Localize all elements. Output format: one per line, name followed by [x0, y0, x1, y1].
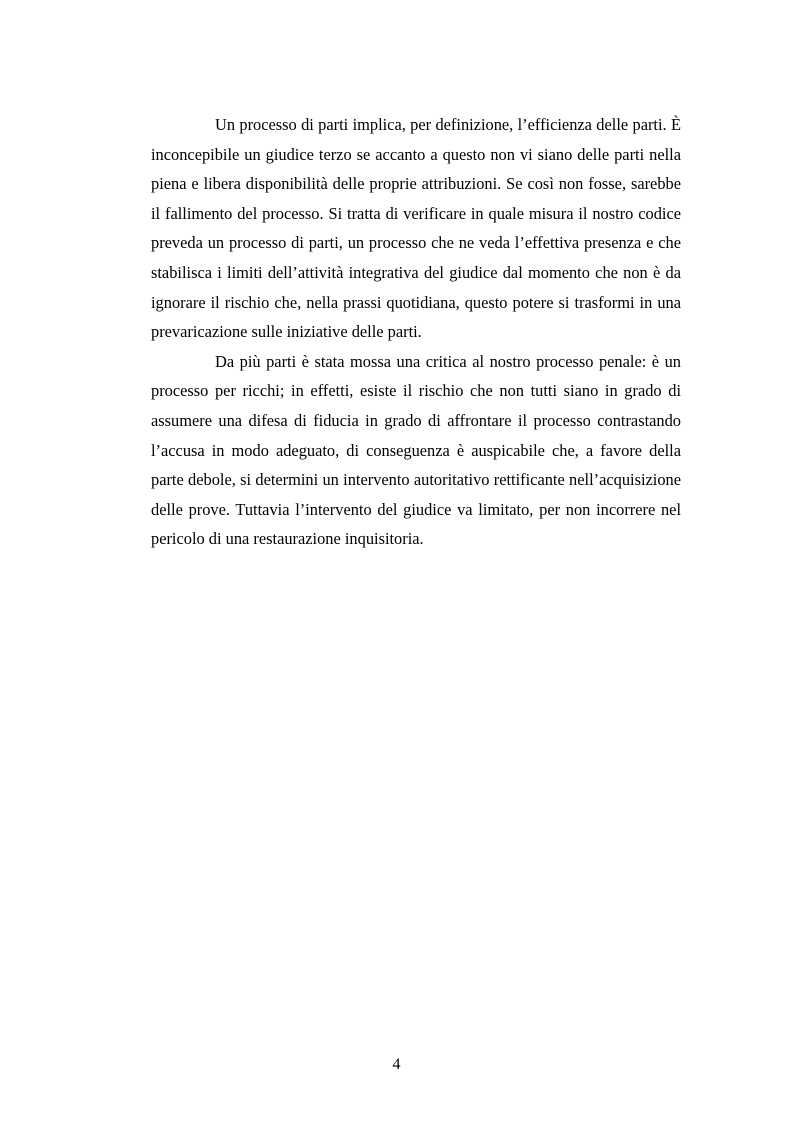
page-number: 4 [392, 1056, 401, 1073]
body-text [151, 110, 681, 554]
paragraph-2: Da più parti è stata mossa una critica al nostro processo penale: è un processo per ricchi; in effetti, esiste il rischio che non tutti siano in grado di assumere una difesa di fiducia in grado di affrontare il processo contrastando l’accusa in modo adeguato, di conseguenza è auspicabile che, a favore della parte debole, si determini un intervento autoritativo rettificante nell’acquisizione delle prove. Tuttavia l’intervento del giudice va limitato, per non incorrere nel pericolo di una restaurazione inquisitoria. [151, 351, 681, 549]
paragraph-1: Un processo di parti implica, per definizione, l’efficienza delle parti. È inconcepibile un giudice terzo se accanto a questo non vi siano delle parti nella piena e libera disponibilità delle proprie attribuzioni. Se così non fosse, sarebbe il fallimento del processo. Si tratta di verificare in quale misura il nostro codice preveda un processo di parti, un processo che ne veda l’effettiva presenza e che stabilisca i limiti dell’attività integrativa del giudice dal momento che non è da ignorare il rischio che, nella prassi quotidiana, questo potere si trasformi in una prevaricazione sulle iniziative delle parti. [151, 115, 681, 342]
